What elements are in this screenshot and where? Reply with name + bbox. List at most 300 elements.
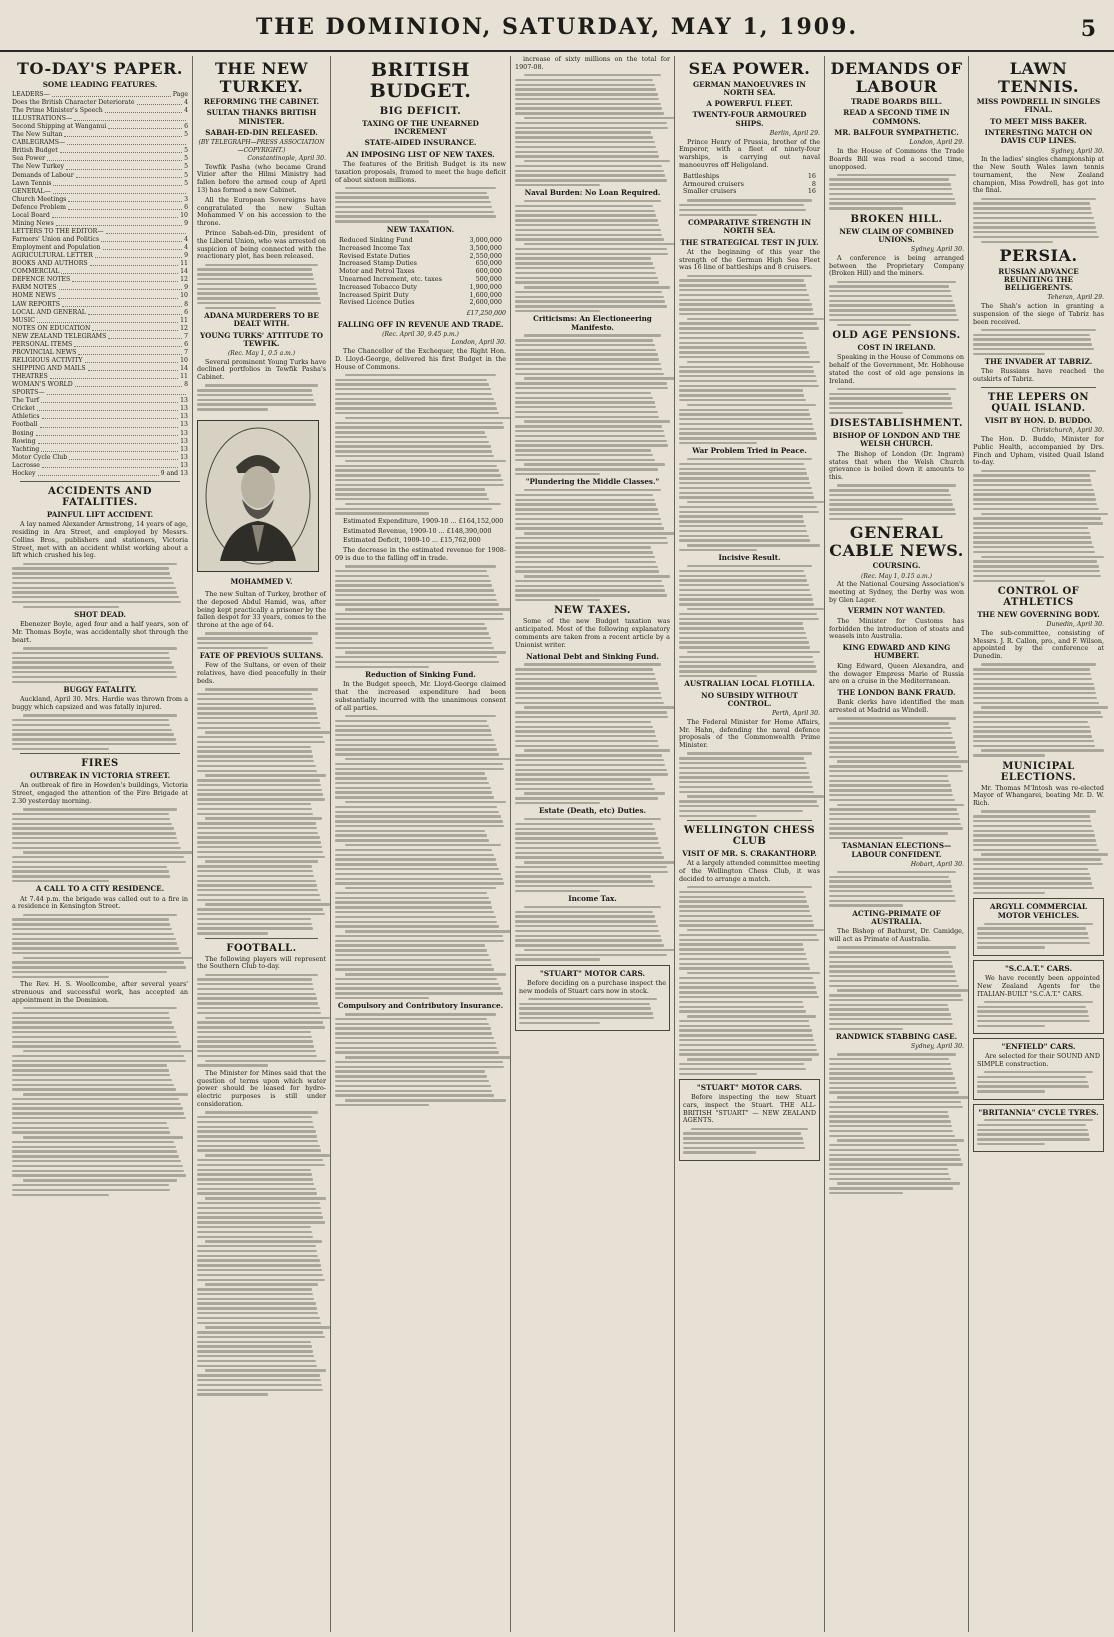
toc-row [12,139,188,147]
toc-label: Lacrosse [12,461,40,469]
table-row [339,299,502,307]
toc-page: 9 and 13 [160,469,188,477]
toc-row [12,260,188,268]
text-block [977,1071,1100,1093]
text-block [973,663,1104,756]
credit: (BY TELEGRAPH—PRESS ASSOCIATION—COPYRIGHT.) [198,139,325,154]
leading-features-subheading: SOME LEADING FEATURES. [42,79,158,89]
subheading: VERMIN NOT WANTED. [847,606,946,616]
row-label: Armoured cruisers [683,179,744,188]
row-value: 16 [807,187,816,196]
subheading: COST IN IRELAND. [857,342,936,352]
toc-label: CABLEGRAMS— [12,139,66,147]
subheading: Estate (Death, etc) Duties. [538,806,647,816]
ad-title: "ENFIELD" CARS. [1001,1042,1076,1052]
received: (Rec. April 30, 9.45 p.m.) [382,331,459,339]
toc-page: 13 [180,429,188,437]
new-taxation-heading: NEW TAXATION. [386,224,455,234]
row-label: Smaller cruisers [683,187,737,196]
subheading: Reduction of Sinking Fund. [365,670,476,680]
toc-page: 9 [184,219,188,227]
toc-label: PROVINCIAL NEWS [12,348,77,356]
toc-row [12,349,188,357]
columns [8,56,1108,1632]
paragraph: The Federal Minister for Home Affairs, Mr. Hahn, defending the naval defence proposals of the Commonwealth Prime Minister. [679,717,820,750]
toc-label: Lawn Tennis [12,179,52,187]
toc-row [12,236,188,244]
toc-row [12,430,188,438]
text-block [197,384,326,410]
subheading: Incisive Result. [718,553,781,563]
toc-page: 12 [180,276,188,284]
toc-label: PERSONAL ITEMS [12,340,73,348]
toc-row [12,99,188,107]
subheading: SULTAN THANKS BRITISH MINISTER. [206,108,317,126]
location: Constantinople, April 30. [247,154,326,162]
location: Sydney, April 30. [1050,147,1104,155]
subheading: TWENTY-FOUR ARMOURED SHIPS. [692,110,807,128]
toc-row [12,252,188,260]
toc-row [12,172,188,180]
demands-of-labour-heading: DEMANDS OF LABOUR [830,59,963,96]
toc-label: Boxing [12,429,34,437]
toc-page: 5 [184,131,188,139]
text-block [977,1119,1100,1145]
column-5 [674,56,824,1632]
text-block [977,1001,1100,1027]
toc-row [12,301,188,309]
column-1 [8,56,192,1632]
toc-label: Local Board [12,211,50,219]
paragraph: In the Budget speech, Mr. Lloyd-George claimed that the increased expenditure had been substantially incurred with the unanimous consent of all parties. [335,680,506,712]
estimate: Estimated Revenue, 1909-10 ... £148,390,000 [343,526,492,535]
subheading: TAXING OF THE UNEARNED INCREMENT [362,118,479,137]
toc-row [12,196,188,204]
toc-page: 8 [184,381,188,389]
toc-page: 6 [184,203,188,211]
text-block [335,715,506,999]
toc-page: 5 [184,155,188,163]
text-block [679,752,820,817]
text-block [829,1053,964,1194]
toc-label: RELIGIOUS ACTIVITY [12,356,83,364]
column-7 [968,56,1108,1632]
text-block [335,374,506,515]
toc-row [12,389,188,397]
toc-label: LETTERS TO THE EDITOR— [12,227,104,235]
toc-page: 7 [184,348,188,356]
subheading: A POWERFUL FLEET. [706,99,793,109]
text-block [973,470,1104,582]
toc-label: Demands of Labour [12,171,74,179]
subheading: NEW CLAIM OF COMBINED UNIONS. [839,226,954,244]
paragraph: The decrease in the estimated revenue for 1908-09 is due to the falling off in trade. [335,546,506,563]
paragraph: Few of the Sultans, or even of their relatives, have died peacefully in their beds. [197,661,326,686]
municipal-heading: MUNICIPAL ELECTIONS. [1000,760,1077,783]
ad-text: We have recently been appointed New Zealand Agents for the ITALIAN-BUILT "S.C.A.T." CARS. [977,973,1100,998]
text-block [515,74,670,186]
toc-page: 8 [184,300,188,308]
text-block [335,187,506,223]
toc-page: 9 [184,252,188,260]
table-of-contents [12,91,188,478]
toc-row [12,180,188,188]
toc-row [12,421,188,429]
old-age-pensions-heading: OLD AGE PENSIONS. [832,329,961,341]
subheading: TRADE BOARDS BILL. [850,97,943,107]
general-cable-news-heading: GENERAL CABLE NEWS. [829,523,964,560]
sultan-portrait-illustration [197,420,319,572]
chess-heading: WELLINGTON CHESS CLUB [683,824,816,847]
row-value: 16 [807,171,816,180]
toc-page: 5 [184,147,188,155]
toc-page: 3 [184,195,188,203]
toc-page: 13 [180,421,188,429]
toc-page: 6 [184,340,188,348]
subheading: VISIT OF MR. S. CRAKANTHORP. [682,848,817,858]
text-block [515,334,670,475]
text-block [679,458,820,551]
row-value: 1,900,000 [469,282,502,291]
a2-title: SHOT DEAD. [74,610,126,620]
paragraph: Bank clerks have identified the man arrested at Madrid as Windell. [829,698,964,715]
text-block [12,1007,188,1196]
location: Sydney, April 30. [910,1043,964,1051]
page-number: 5 [1080,16,1096,42]
toc-row [12,381,188,389]
toc-page: 5 [184,163,188,171]
subheading: ACTING-PRIMATE OF AUSTRALIA. [852,908,941,927]
paragraph: In the ladies' singles championship at the New South Wales lawn tennis tournament, the New Zealand champion, Miss Powdrell, has got into the final. [973,155,1104,195]
text-block [679,565,820,677]
toc-label: Church Meetings [12,195,67,203]
location: London, April 29. [909,139,964,147]
paragraph: The Chancellor of the Exchequer, the Right Hon. D. Lloyd-George, delivered his first Budget in the House of Commons. [335,346,506,371]
received: (Rec. May 1, 0.5 a.m.) [227,350,296,358]
toc-label: The Turf [12,397,40,405]
toc-label: Yachting [12,445,40,453]
toc-label: ILLUSTRATIONS— [12,115,73,123]
subheading: YOUNG TURKS' ATTITUDE TO TEWFIK. [199,330,324,348]
text-block [515,663,670,804]
subheading: RANDWICK STABBING CASE. [835,1032,958,1041]
toc-label: NOTES ON EDUCATION [12,324,91,332]
toc-page: 11 [180,316,188,324]
f1-text: An outbreak of fire in Howden's buildings, Victoria Street, engaged the attention of the Fire Brigade at 2.30 yesterday morning. [12,781,188,806]
ad-text: Before deciding on a purchase inspect the new models of Stuart cars now in stock. [519,978,666,995]
toc-label: SHIPPING AND MAILS [12,365,86,372]
location: Hobart, April 30. [910,860,964,868]
sea-power-heading: SEA POWER. [688,59,811,78]
toc-label: Sea Power [12,155,46,163]
row-value: 600,000 [475,267,502,276]
paragraph: The Minister for Customs has forbidden the introduction of stoats and weasels into Australia. [829,616,964,641]
toc-label: LEADERS— [12,90,50,98]
subheading: RUSSIAN ADVANCE REUNITING THE BELLIGERENTS. [998,266,1079,293]
toc-page: 13 [180,437,188,445]
row-value: 2,550,000 [469,251,502,260]
text-block [515,906,670,961]
location: Berlin, April 29. [769,130,820,137]
new-taxes-heading: NEW TAXES. [554,605,631,617]
toc-row [12,470,188,478]
toc-page: 11 [180,373,188,381]
table-row [683,188,816,196]
paragraph: The new Sultan of Turkey, brother of the deposed Abdul Hamid, was, after being kept practically a prisoner by the fallen despot for 33 years, comes to the throne at the age of 64. [197,589,326,630]
toc-row [12,244,188,252]
subheading: "Plundering the Middle Classes." [525,477,660,487]
paragraph: In the House of Commons the Trade Boards Bill was read a second time, unopposed. [829,146,964,171]
text-block [12,563,188,608]
column-3 [330,56,510,1632]
accidents-heading: ACCIDENTS AND FATALITIES. [47,485,152,508]
f2-text: At 7.44 p.m. the brigade was called out to a fire in a residence in Kensington Street. [12,894,188,911]
subheading: THE STRATEGICAL TEST IN JULY. [680,237,819,247]
toc-row [12,91,188,99]
toc-page: 13 [180,445,188,453]
toc-label: DEFENCE NOTES [12,276,71,284]
masthead-title: THE DOMINION, SATURDAY, MAY 1, 1909. [255,14,859,40]
ad-title: "STUART" MOTOR CARS. [696,1082,803,1092]
text-block [679,275,820,445]
subheading: ADANA MURDERERS TO BE DEALT WITH. [204,311,319,329]
portrait-caption: MOHAMMED V. [230,577,293,587]
toc-row [12,155,188,163]
toc-page: 9 [184,284,188,292]
estimate: Estimated Deficit, 1909-10 ... £15,762,000 [343,536,481,545]
toc-row [12,309,188,317]
subheading: INTERESTING MATCH ON DAVIS CUP LINES. [984,128,1093,146]
toc-row [12,188,188,196]
paragraph: A conference is being arranged between the Proprietary Company (Broken Hill) and the miners. [829,253,964,278]
text-block [197,632,326,649]
advertisement[interactable] [973,898,1104,956]
toc-row [12,204,188,212]
subheading: SABAH-ED-DIN RELEASED. [205,128,318,138]
text-block [197,264,326,309]
toc-row [12,454,188,462]
subheading: National Debt and Sinking Fund. [526,651,659,661]
toc-label: Motor Cycle Club [12,453,68,461]
toc-row [12,131,188,139]
text-block [12,808,188,882]
a1-text: A lay named Alexander Armstrong, 14 years of age, residing in Ara Street, and employed by Messrs. Collins Bros., publishers and stationers, Victoria Street, met with an accident whilst working about a lift which crushed his leg. [12,520,188,560]
subheading: FALLING OFF IN REVENUE AND TRADE. [337,319,504,329]
f2-title: A CALL TO A CITY RESIDENCE. [35,884,165,894]
text-block [515,489,670,601]
toc-label: MUSIC [12,316,35,324]
row-label: Revised Estate Duties [339,251,411,260]
paragraph: At the National Coursing Association's meeting at Sydney, the Derby was won by Glen Lager. [829,580,964,604]
text-block [335,1013,506,1106]
subheading: BIG DEFICIT. [379,105,462,117]
toc-page: 6 [184,123,188,131]
text-block [829,871,964,907]
fires-heading: FIRES [81,758,119,770]
toc-label: BOOKS AND AUTHORS [12,260,88,268]
subheading: FATE OF PREVIOUS SULTANS. [199,651,324,661]
text-block [829,717,964,839]
a3-text: Auckland, April 30. Mrs. Hardie was thrown from a buggy which capsized and was fatally injured. [12,695,188,712]
advertisement[interactable] [973,1104,1104,1153]
toc-label: Athletics [12,413,40,421]
toc-page: 13 [180,413,188,421]
toc-row [12,365,188,373]
subheading: STATE-AIDED INSURANCE. [364,138,477,148]
text-block [829,946,964,1030]
athletics-heading: CONTROL OF ATHLETICS [997,585,1080,608]
ship-table [683,173,816,196]
row-value: 2,600,000 [469,298,502,307]
advertisement[interactable] [679,1079,820,1161]
row-label: Increased Income Tax [339,243,411,252]
subheading: REFORMING THE CABINET. [203,97,320,107]
ad-title: "BRITANNIA" CYCLE TYRES. [978,1107,1099,1117]
row-label: Increased Stamp Duties [339,259,417,268]
column-4 [510,56,674,1632]
subheading: THE LONDON BANK FRAUD. [837,688,956,698]
toc-row [12,373,188,381]
text-block [829,484,964,520]
toc-page: 4 [184,107,188,114]
row-value: 500,000 [475,274,502,283]
toc-label: Hockey [12,469,36,477]
toc-page: 5 [184,171,188,179]
paragraph: All the European Sovereigns have congratulated the new Sultan Mohammed V on his accession to the throne. [197,195,326,228]
location: London, April 30. [451,339,506,347]
tax-table [339,237,502,307]
text-block [515,818,670,892]
toc-label: GENERAL— [12,187,51,195]
toc-label: FARM NOTES [12,284,57,292]
text-block [197,1111,326,1395]
paragraph: Mr. Thomas M'Intosh was re-elected Mayor of Whangarei, beating Mr. D. W. Rich. [973,783,1104,808]
toc-label: Employment and Population [12,244,101,252]
paragraph: The Hon. D. Buddo, Minister for Public Health, accompanied by Drs. Finch and Upham, visited Quail Island to-day. [973,434,1104,467]
text-block [519,998,666,1024]
subheading: TASMANIAN ELECTIONS—LABOUR CONFIDENT. [841,841,952,859]
location: Perth, April 30. [771,710,820,718]
subheading: Income Tax. [568,894,617,904]
estimate: Estimated Expenditure, 1909-10 ... £164,152,000 [343,516,504,525]
subheading: COMPARATIVE STRENGTH IN NORTH SEA. [687,217,812,236]
toc-row [12,276,188,284]
paragraph: The Russians have reached the outskirts of Tabriz. [973,367,1104,384]
text-block [829,388,964,414]
subheading: THE NEW GOVERNING BODY. [977,609,1100,619]
toc-page: 10 [180,292,188,300]
text-block [829,281,964,326]
paragraph: The Bishop of Bathurst, Dr. Camidge, will act as Primate of Australia. [829,927,964,944]
ad-title: ARGYLL COMMERCIAL MOTOR VEHICLES. [989,902,1088,921]
toc-label: COMMERCIAL [12,268,60,276]
location: Dunedin, April 30. [1046,621,1104,629]
toc-page: 5 [184,179,188,187]
toc-label: Defence Problem [12,203,66,211]
row-label: Reduced Sinking Fund [339,235,413,244]
disestablishment-heading: DISESTABLISHMENT. [830,418,963,430]
toc-label: THEATRES [12,373,48,381]
toc-page: 11 [180,260,188,268]
toc-row [12,115,188,123]
toc-label: The Prime Minister's Speech [12,107,103,114]
subheading: Compulsory and Contributory Insurance. [337,1001,504,1011]
text-block [12,647,188,683]
ad-text: Are selected for their SOUND AND SIMPLE construction. [977,1052,1100,1068]
subheading: TO MEET MISS BAKER. [990,116,1087,126]
toc-row [12,123,188,131]
toc-label: Farmers' Union and Politics [12,236,100,243]
toc-page: 4 [184,244,188,252]
text-block [973,198,1104,243]
toc-row [12,220,188,228]
toc-row [12,292,188,300]
paragraph: King Edward, Queen Alexandra, and the dowager Empress Marie of Russia are on a cruise in the Mediterranean. [829,661,964,686]
paragraph: The features of the British Budget is its new taxation proposals, framed to meet the huge deficit of about sixteen millions. [335,159,506,184]
advertisement[interactable] [973,1038,1104,1100]
a2-text: Ebenezer Boyle, aged four and a half years, son of Mr. Thomas Boyle, was accidentally shot through the heart. [12,620,188,644]
lawn-tennis-heading: LAWN TENNIS. [998,59,1079,96]
row-label: Motor and Petrol Taxes [339,267,415,276]
column-2 [192,56,330,1632]
toc-page: 14 [180,268,188,276]
toc-label: AGRICULTURAL LETTER [12,252,93,260]
tax-total: £17,250,000 [466,310,506,318]
paragraph: The Minister for Mines said that the question of terms upon which water power should be leased for hydro-electric purposes is still under consideration. [197,1068,326,1108]
toc-row [12,163,188,171]
a1-title: PAINFUL LIFT ACCIDENT. [46,509,154,519]
subheading: VISIT BY HON. D. BUDDO. [984,416,1093,426]
subheading: KING EDWARD AND KING HUMBERT. [842,643,951,661]
subheading: THE INVADER AT TABRIZ. [984,357,1093,367]
paragraph: Prince Sabah-ed-Din, president of the Liberal Union, who was arrested on suspicion of being connected with the reactionary plot, has been released. [197,229,326,261]
toc-label: WOMAN'S WORLD [12,381,73,389]
toc-row [12,413,188,421]
toc-page: 7 [184,332,188,340]
toc-label: LOCAL AND GENERAL [12,308,86,316]
toc-label: Rowing [12,437,36,445]
toc-row [12,212,188,220]
todays-paper-heading: TO-DAY'S PAPER. [17,59,183,78]
text-block [515,200,670,312]
row-value: 3,500,000 [469,243,502,252]
paragraph: At a largely attended committee meeting of the Wellington Chess Club, it was decided to arrange a match. [679,859,821,883]
text-block [679,886,820,1075]
toc-row [12,397,188,405]
paragraph: The Bishop of London (Dr. Ingram) states that when the Welsh Church grievance is boiled down it amounts to this. [829,449,964,482]
toc-row [12,333,188,341]
toc-label: Cricket [12,405,36,413]
subheading: NO SUBSIDY WITHOUT CONTROL. [701,690,798,708]
subheading: MR. BALFOUR SYMPATHETIC. [834,128,959,138]
lepers-heading: THE LEPERS ON QUAIL ISLAND. [987,392,1090,415]
toc-page: 12 [180,324,188,332]
paragraph: The Shah's action in granting a suspension of the siege of Tabriz has been received. [973,302,1104,326]
toc-page: 13 [180,453,188,461]
toc-label: British Budget [12,147,58,155]
row-value: 1,600,000 [469,290,502,299]
advertisement[interactable] [515,965,670,1031]
location: Sydney, April 30. [910,246,964,254]
text-block [973,329,1104,355]
text-block [977,923,1100,949]
subheading: AUSTRALIAN LOCAL FLOTILLA. [684,679,815,689]
subheading: War Problem Tried in Peace. [692,446,807,456]
text-block [197,688,326,934]
toc-page: 13 [180,461,188,469]
advertisement[interactable] [973,960,1104,1034]
toc-label: Mining News [12,219,54,227]
